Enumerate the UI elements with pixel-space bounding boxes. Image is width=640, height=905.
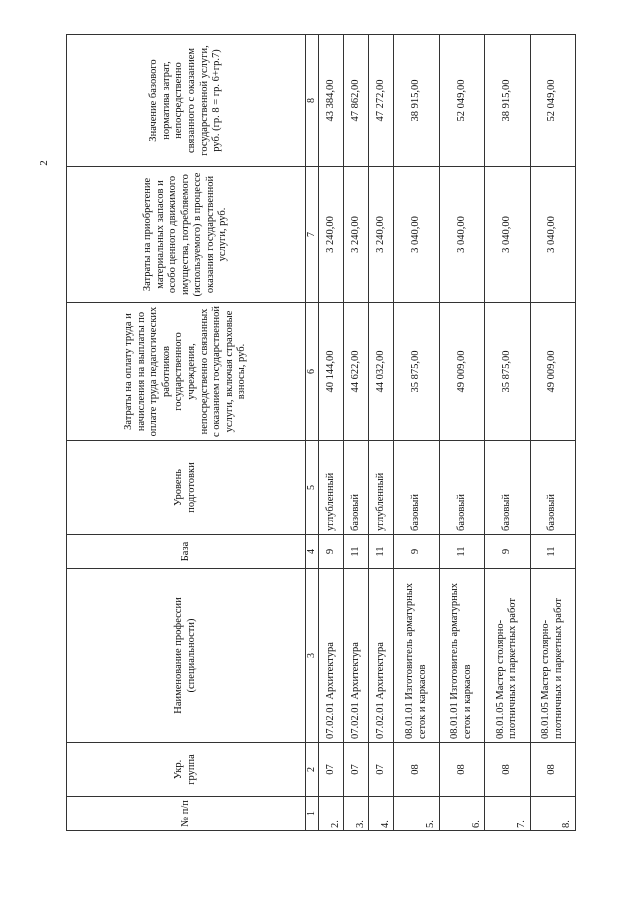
row-base-norm: 38 915,00 [394,35,439,167]
row-base: 11 [369,535,394,569]
row-labor-costs: 44 622,00 [344,303,369,441]
column-number-row [306,35,319,831]
row-profession: 07.02.01 Архитектура [319,569,344,743]
row-level: базовый [344,441,369,535]
header-cell-base: База [67,535,306,569]
row-base-norm: 52 049,00 [530,35,575,167]
table-row [344,35,369,831]
row-profession: 08.01.05 Мастер столярно-плотничных и паркетных работ [530,569,575,743]
row-index: 7. [485,797,530,831]
row-base: 9 [319,535,344,569]
row-material-costs: 3 240,00 [369,167,394,303]
column-number: 5 [306,441,319,535]
row-labor-costs: 44 032,00 [369,303,394,441]
row-base: 11 [530,535,575,569]
row-base: 11 [344,535,369,569]
table-row [369,35,394,831]
header-cell-base-norm: Значение базового норматива затрат, непосредственно связанного с оказанием государственной услуги, руб. (гр. 8 = гр. 6+гр.7) [67,35,306,167]
row-material-costs: 3 040,00 [530,167,575,303]
column-number: 1 [306,797,319,831]
row-profession: 07.02.01 Архитектура [369,569,394,743]
page-number: 2 [38,160,50,166]
row-material-costs: 3 240,00 [319,167,344,303]
header-cell-profession: Наименование профессии (специальности) [67,569,306,743]
row-material-costs: 3 040,00 [485,167,530,303]
row-labor-costs: 35 875,00 [485,303,530,441]
row-group: 08 [394,743,439,797]
row-group: 08 [485,743,530,797]
row-base-norm: 43 384,00 [319,35,344,167]
table-row [485,35,530,831]
row-base: 11 [439,535,484,569]
column-number: 6 [306,303,319,441]
header-cell-labor-costs: Затраты на оплату труда и начисления на выплаты по оплате труда педагогических работников государственного учреждения, непосредственно связанных с оказанием государственной услуги, включая страховые взносы, руб. [67,303,306,441]
column-number: 4 [306,535,319,569]
row-index: 2. [319,797,344,831]
header-cell-index: № п/п [67,797,306,831]
header-cell-level: Уровень подготовки [67,441,306,535]
row-level: углубленный [369,441,394,535]
column-number: 7 [306,167,319,303]
column-number: 2 [306,743,319,797]
table-row [319,35,344,831]
row-group: 08 [530,743,575,797]
row-level: базовый [530,441,575,535]
rotated-table-container [66,35,576,831]
row-base-norm: 52 049,00 [439,35,484,167]
row-labor-costs: 49 009,00 [530,303,575,441]
row-profession: 08.01.01 Изготовитель арматурных сеток и каркасов [394,569,439,743]
row-material-costs: 3 240,00 [344,167,369,303]
row-index: 5. [394,797,439,831]
header-row [67,35,306,831]
header-cell-material-costs: Затраты на приобретение материальных запасов и особо ценного движимого имущества, потребляемого (используемого) в процессе оказания государственной услуги, руб. [67,167,306,303]
row-index: 8. [530,797,575,831]
row-group: 07 [369,743,394,797]
row-base-norm: 47 862,00 [344,35,369,167]
row-profession: 08.01.01 Изготовитель арматурных сеток и каркасов [439,569,484,743]
row-index: 4. [369,797,394,831]
table-row [439,35,484,831]
column-number: 3 [306,569,319,743]
row-labor-costs: 35 875,00 [394,303,439,441]
row-material-costs: 3 040,00 [394,167,439,303]
row-base-norm: 47 272,00 [369,35,394,167]
row-level: углубленный [319,441,344,535]
column-number: 8 [306,35,319,167]
table-row [530,35,575,831]
row-group: 07 [344,743,369,797]
table-row [394,35,439,831]
row-base-norm: 38 915,00 [485,35,530,167]
row-material-costs: 3 040,00 [439,167,484,303]
row-level: базовый [485,441,530,535]
row-level: базовый [394,441,439,535]
row-base: 9 [394,535,439,569]
row-group: 08 [439,743,484,797]
row-profession: 08.01.05 Мастер столярно-плотничных и паркетных работ [485,569,530,743]
cost-norms-table [66,34,576,831]
header-cell-group: Укр. группа [67,743,306,797]
row-index: 6. [439,797,484,831]
row-group: 07 [319,743,344,797]
row-base: 9 [485,535,530,569]
row-level: базовый [439,441,484,535]
row-labor-costs: 40 144,00 [319,303,344,441]
row-index: 3. [344,797,369,831]
row-labor-costs: 49 009,00 [439,303,484,441]
row-profession: 07.02.01 Архитектура [344,569,369,743]
